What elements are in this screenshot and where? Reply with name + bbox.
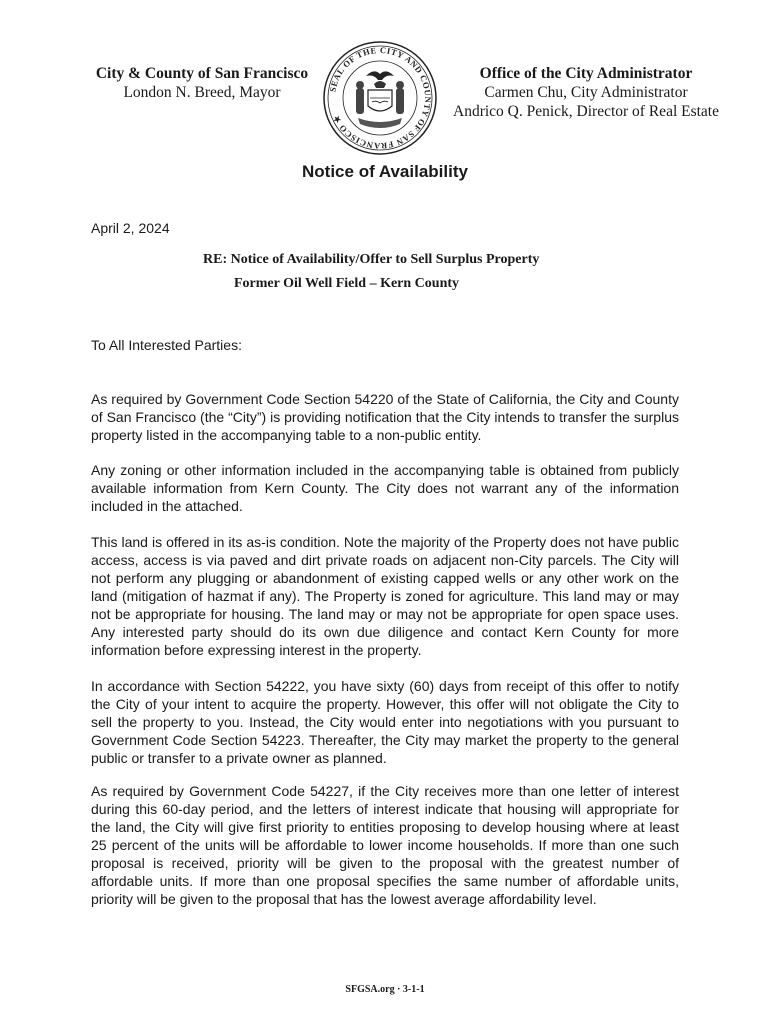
org-name: City & County of San Francisco xyxy=(95,65,309,82)
re-line-property: Former Oil Well Field – Kern County xyxy=(234,276,460,291)
mayor-name: London N. Breed, Mayor xyxy=(123,84,281,101)
page-title: Notice of Availability xyxy=(302,162,468,181)
header-left xyxy=(82,64,322,102)
salutation: To All Interested Parties: xyxy=(91,337,242,353)
paragraph-notification: As required by Government Code Section 54220 of the State of California, the City and County of San Francisco (the “City”) is providing notification that the City intends to transfer the surplus property listed in the accompanying table to a non-public entity. xyxy=(91,391,679,443)
paragraph-housing-priority: As required by Government Code 54227, if the City receives more than one letter of interest during this 60-day period, and the letters of interest indicate that housing will appropriate for the land, the City will give first priority to entities proposing to develop housing where at least 25 percent of the units will be affordable to lower income households. If more than one such proposal is received, priority will be given to the proposal with the greatest number of affordable units. If more than one proposal specifies the same number of affordable units, priority will be given to the proposal that has the lowest average affordability level. xyxy=(91,783,679,907)
office-name: Office of the City Administrator xyxy=(479,65,693,82)
paragraph-zoning-disclaimer: Any zoning or other information included in the accompanying table is obtained from publicly available information from Kern County. The City does not warrant any of the information included in the attached. xyxy=(91,462,679,514)
header-right xyxy=(448,64,724,121)
re-line-subject: RE: Notice of Availability/Offer to Sell Surplus Property xyxy=(203,252,540,267)
city-seal-icon xyxy=(322,40,438,156)
director-name: Andrico Q. Penick, Director of Real Estate xyxy=(453,103,719,120)
paragraph-sixty-day-notice: In accordance with Section 54222, you have sixty (60) days from receipt of this offer to notify the City of your intent to acquire the property. However, this offer will not obligate the City to sell the property to you. Instead, the City would enter into negotiations with you pursuant to Government Code Section 54223. Thereafter, the City may market the property to the general public or transfer to a private owner as planned. xyxy=(91,678,679,766)
paragraph-as-is-condition: This land is offered in its as-is condition. Note the majority of the Property does not have public access, access is via paved and dirt private roads on adjacent non-City parcels. The City will not perform any plugging or abandonment of existing capped wells or any other work on the land (mitigation of hazmat if any). The Property is zoned for agriculture. This land may or may not be appropriate for housing. The land may or may not be appropriate for open space uses. Any interested party should do its own due diligence and contact Kern County for more information before expressing interest in the property. xyxy=(91,534,679,658)
svg-text:SEAL OF THE CITY AND COUNTY OF: SEAL OF THE CITY AND COUNTY OF SAN FRANCISCO ★ xyxy=(327,44,434,152)
footer-contact: SFGSA.org · 3-1-1 xyxy=(345,984,425,995)
administrator-name: Carmen Chu, City Administrator xyxy=(484,84,688,101)
letter-date: April 2, 2024 xyxy=(91,220,170,236)
